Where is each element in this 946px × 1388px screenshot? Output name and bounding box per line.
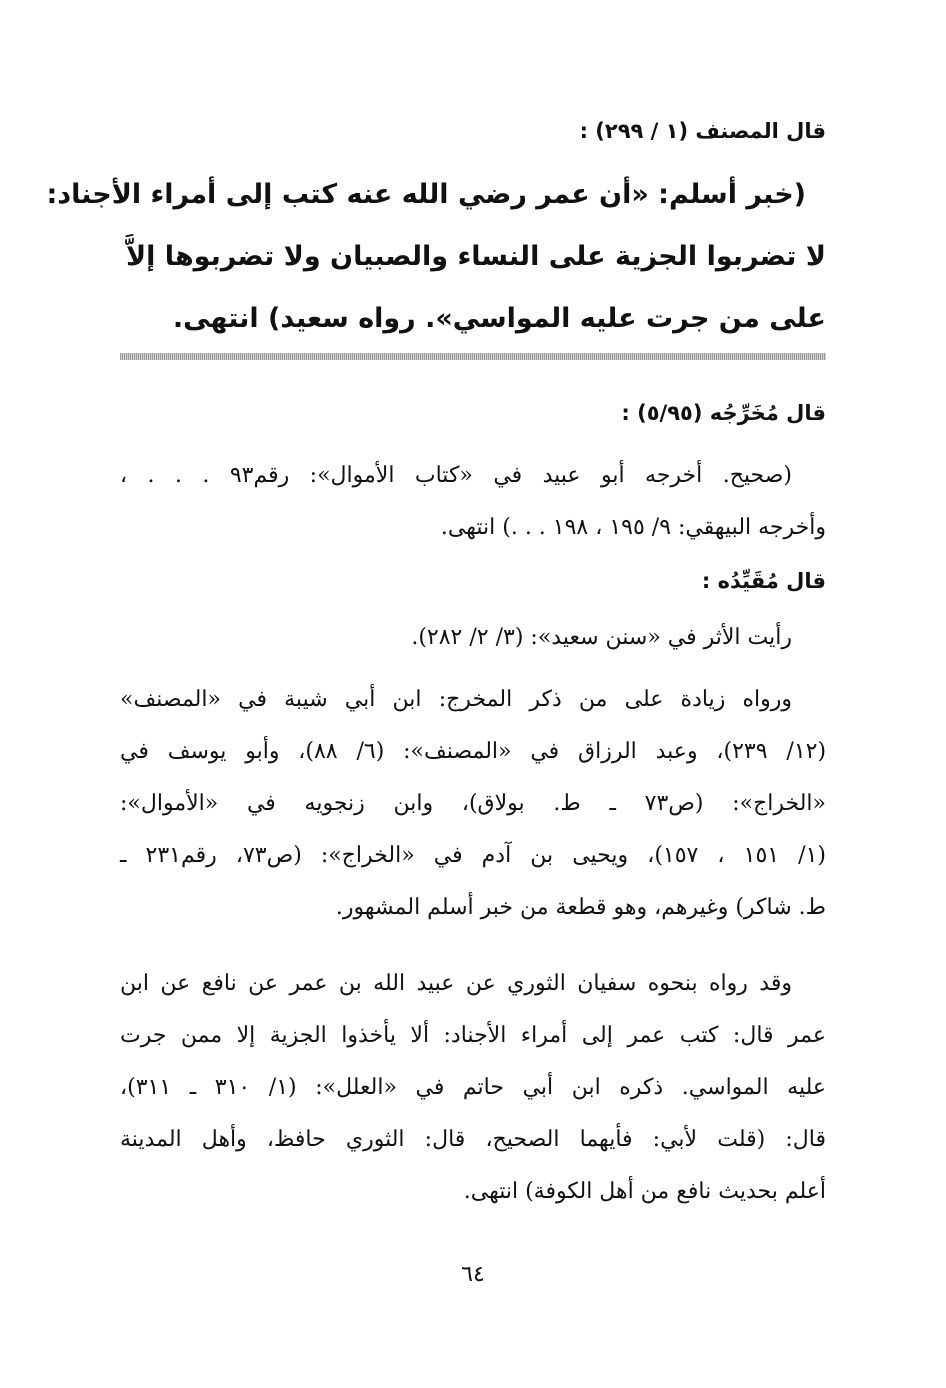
quote-line-1: (خبر أسلم: «أن عمر رضي الله عنه كتب إلى أمراء الأجناد: (46, 179, 806, 210)
text-line: قال: (قلت لأبي: فأيهما الصحيح، قال: الثوري حافظ، وأهل المدينة (120, 1127, 826, 1152)
text-line: أعلم بحديث نافع من أهل الكوفة) انتهى. (463, 1179, 826, 1204)
text-line: ورواه زيادة على من ذكر المخرج: ابن أبي شيبة في «المصنف» (120, 687, 792, 712)
author-section-heading: قال المصنف (١ / ٢٩٩) : (579, 119, 826, 143)
quote-line-3: على من جرت عليه المواسي». رواه سعيد) انتهى. (172, 303, 826, 334)
text-line: وأخرجه البيهقي: ٩/ ١٩٥ ، ١٩٨ . . .) انتهى. (440, 515, 826, 540)
mukharrij-paragraph (120, 450, 826, 554)
author-quote (46, 164, 826, 350)
section-separator (120, 353, 826, 360)
text-line: «الخراج»: (ص٧٣ ـ ط. بولاق)، وابن زنجويه في «الأموال»: (120, 791, 826, 816)
text-line: رأيت الأثر في «سنن سعيد»: (٣/ ٢/ ٢٨٢). (411, 625, 792, 650)
text-line: عليه المواسي. ذكره ابن أبي حاتم في «العلل»: (١/ ٣١٠ ـ ٣١١)، (120, 1075, 826, 1100)
quote-line-2: لا تضربوا الجزية على النساء والصبيان ولا تضربوها إلاَّ (126, 241, 826, 272)
text-line: عمر قال: كتب عمر إلى أمراء الأجناد: ألا يأخذوا الجزية إلا ممن جرت (120, 1023, 826, 1048)
text-line: ط. شاكر) وغيرهم، وهو قطعة من خبر أسلم المشهور. (335, 895, 826, 920)
text-line: (١/ ١٥١ ، ١٥٧)، ويحيى بن آدم في «الخراج»: (ص٧٣، رقم٢٣١ ـ (120, 843, 826, 868)
text-line: وقد رواه بنحوه سفيان الثوري عن عبيد الله بن عمر عن نافع عن ابن (120, 971, 792, 996)
mukharrij-section-heading: قال مُخَرِّجُه (٥/٩٥) : (621, 401, 826, 425)
text-line: (١٢/ ٢٣٩)، وعبد الرزاق في «المصنف»: (٦/ ٨٨)، وأبو يوسف في (120, 739, 827, 764)
text-line: (صحيح. أخرجه أبو عبيد في «كتاب الأموال»: رقم٩٣ . . . ، (120, 463, 792, 488)
muqayyid-paragraph-2 (120, 674, 826, 934)
page-number: ٦٤ (461, 1262, 485, 1287)
muqayyid-paragraph-3 (120, 958, 826, 1218)
muqayyid-paragraph-1 (120, 612, 826, 664)
muqayyid-section-heading: قال مُقَيِّدُه : (701, 569, 826, 593)
